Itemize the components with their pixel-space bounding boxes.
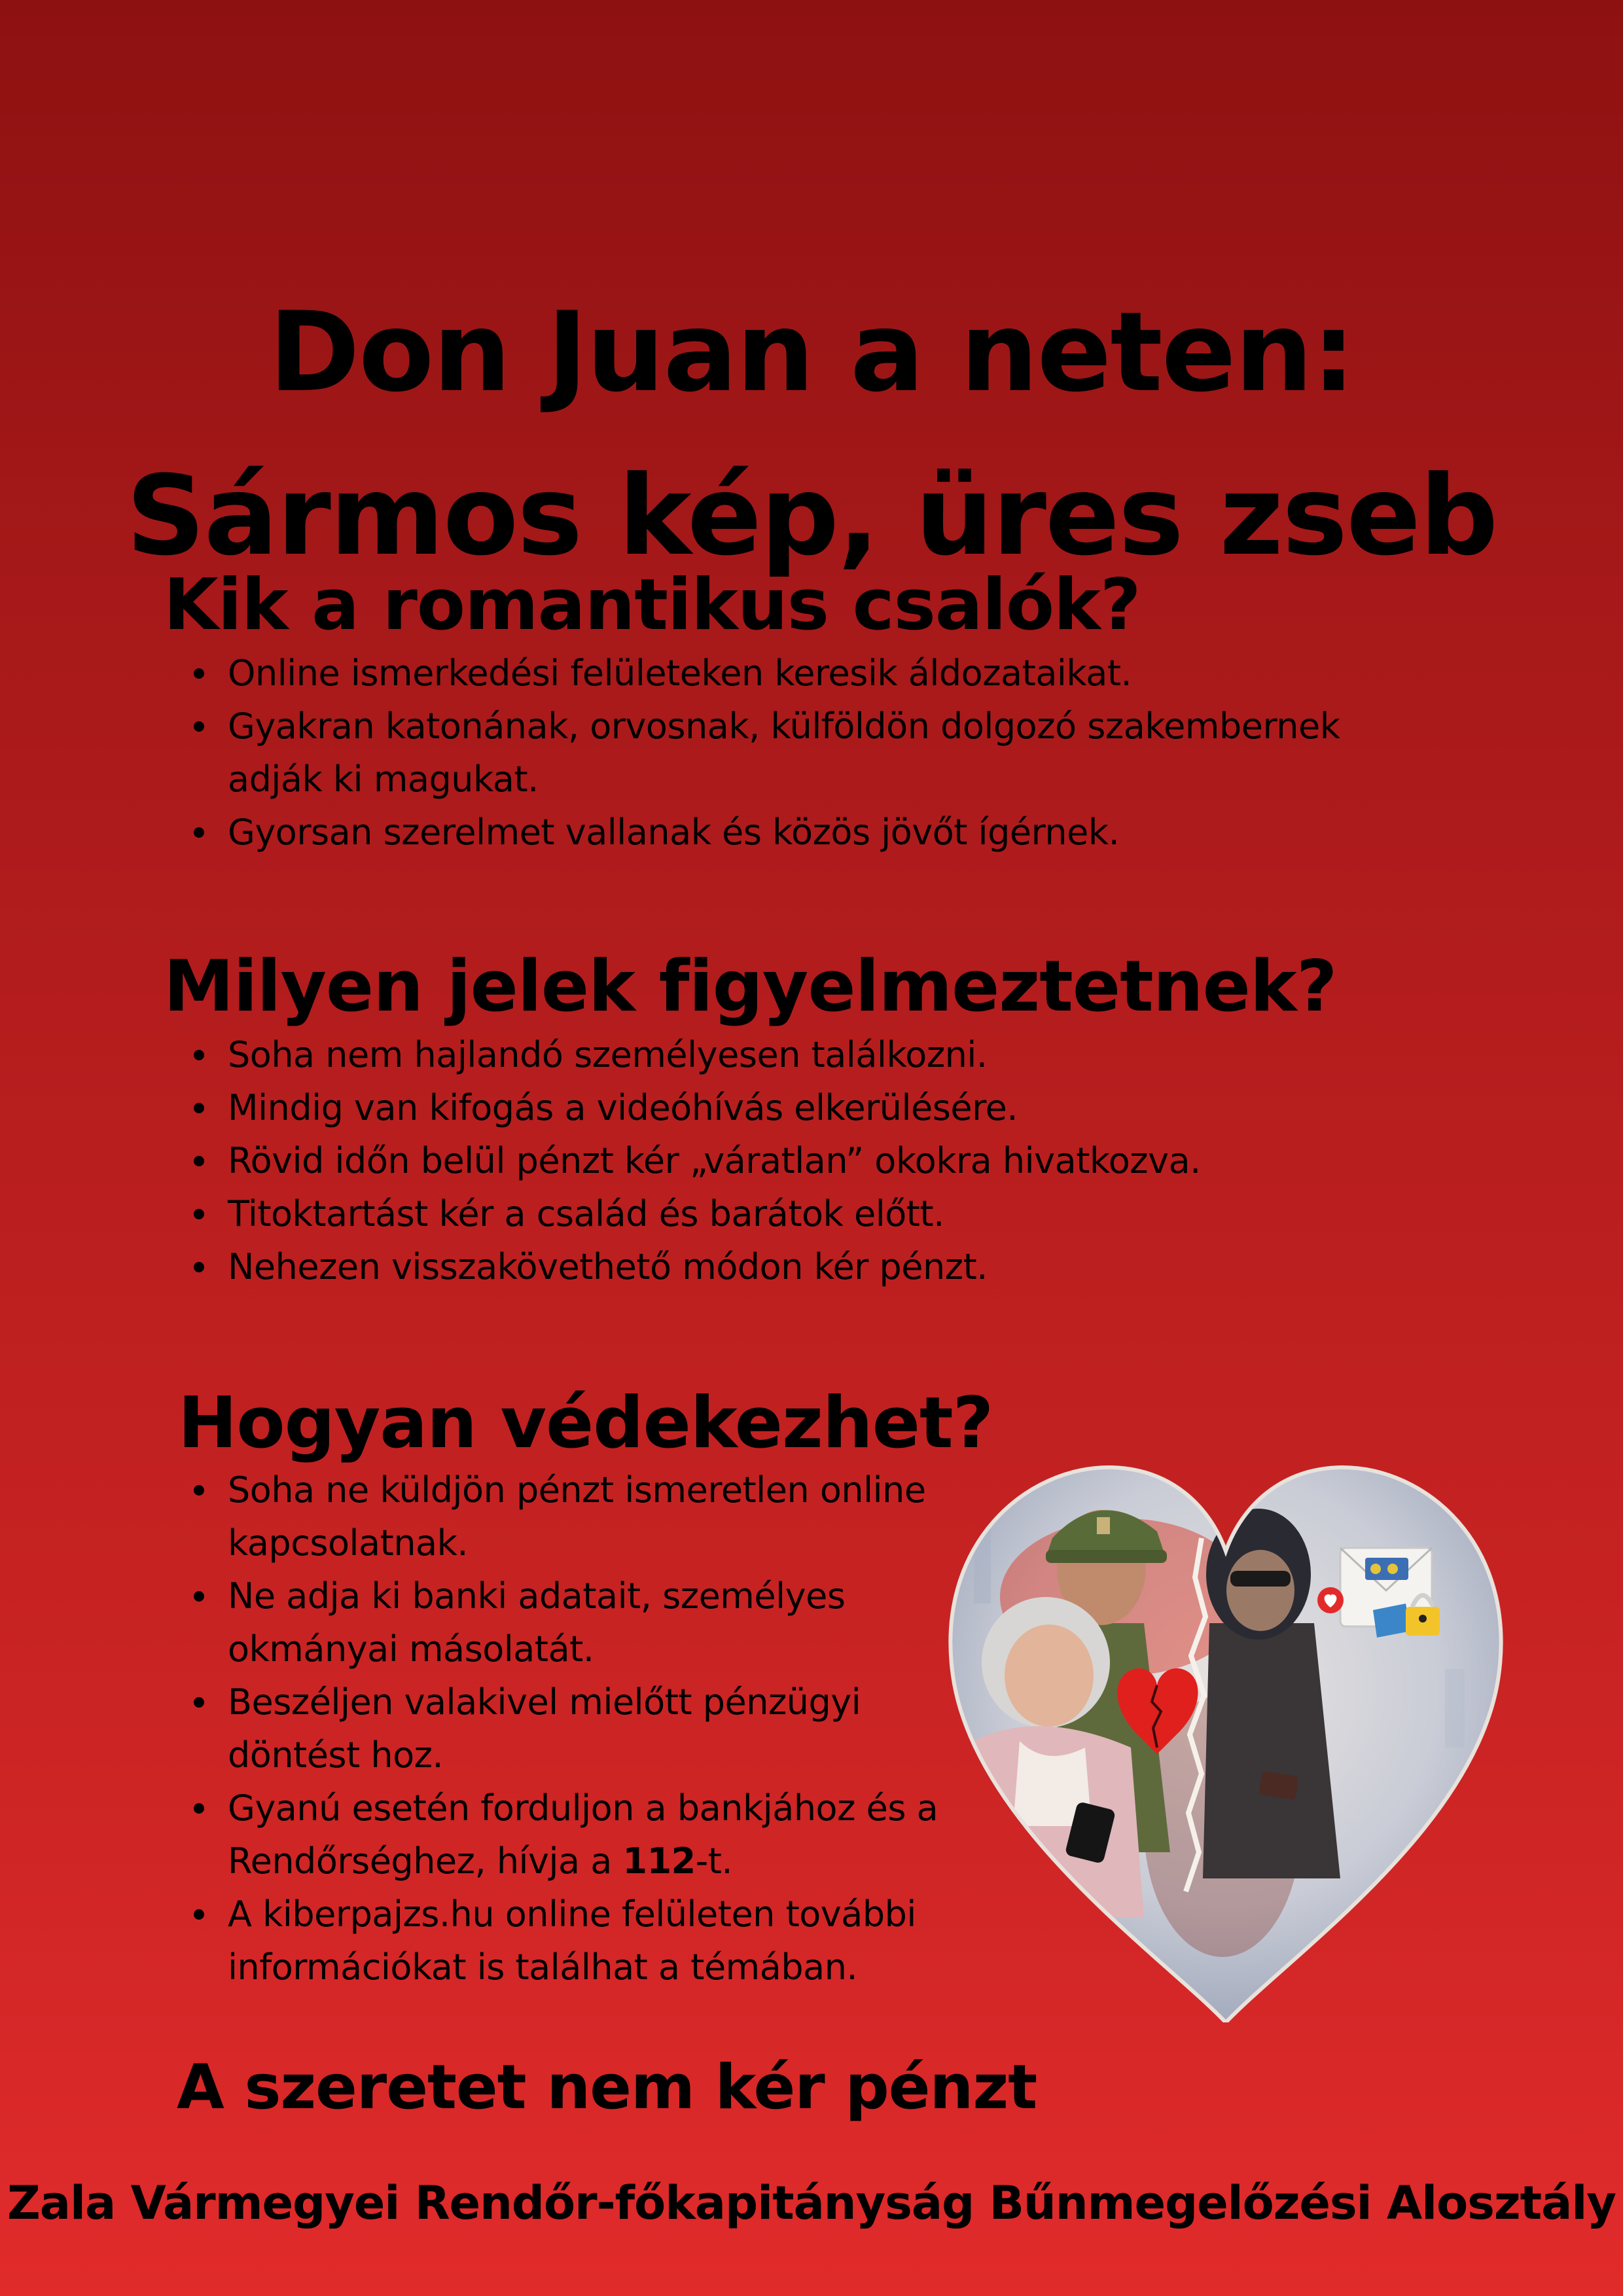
bullet-icon [194,1909,204,1920]
list-item: Rövid időn belül pénzt kér „váratlan” okokra hivatkozva. [228,1134,1471,1187]
bullet-icon [194,721,204,732]
list-item: Soha ne küldjön pénzt ismeretlen online kapcsolatnak. [228,1463,954,1570]
list-item: Nehezen visszakövethető módon kér pénzt. [228,1240,1471,1293]
list-item: Beszéljen valakivel mielőtt pénzügyi döntést hoz. [228,1676,954,1782]
bullet-icon [194,1697,204,1708]
bullet-icon [194,1156,204,1166]
title-line-1: Don Juan a neten: [268,287,1355,416]
bullet-icon [194,1103,204,1113]
list-signs [228,1028,1471,1293]
section-heading-protect: Hogyan védekezhet? [178,1382,993,1464]
bullet-icon [194,1803,204,1814]
bullet-icon [194,1050,204,1060]
title-line-2: Sármos kép, üres zseb [126,451,1497,580]
list-item: Titoktartást kér a család és barátok előtt. [228,1187,1471,1240]
footer-organization: Zala Vármegyei Rendőr-főkapitányság Bűnmegelőzési Alosztály [7,2176,1616,2230]
list-item: Mindig van kifogás a videóhívás elkerülésére. [228,1081,1471,1134]
list-item: Gyorsan szerelmet vallanak és közös jövőt ígérnek. [228,806,1438,859]
bullet-icon [194,1591,204,1602]
heart-illustration-icon [948,1460,1504,2022]
section-heading-who: Kik a romantikus csalók? [164,564,1141,646]
bullet-icon [194,668,204,679]
bullet-icon [194,1262,204,1272]
list-item: Online ismerkedési felületeken keresik áldozataikat. [228,647,1438,700]
page-title [0,270,1623,598]
list-item: A kiberpajzs.hu online felületen további információkat is találhat a témában. [228,1888,954,1994]
list-item-emergency: Gyanú esetén forduljon a bankjához és a Rendőrséghez, hívja a 112-t. [228,1782,954,1888]
list-protect [228,1463,954,1994]
bullet-icon [194,827,204,838]
emergency-number: 112 [622,1840,696,1882]
list-item: Gyakran katonának, orvosnak, külföldön dolgozó szakembernek adják ki magukat. [228,700,1438,806]
bullet-icon [194,1485,204,1496]
section-heading-signs: Milyen jelek figyelmeztetnek? [164,946,1337,1028]
slogan: A szeretet nem kér pénzt [177,2052,1037,2123]
list-who [228,647,1438,859]
list-item: Ne adja ki banki adatait, személyes okmányai másolatát. [228,1570,954,1676]
bullet-icon [194,1209,204,1219]
list-item: Soha nem hajlandó személyesen találkozni. [228,1028,1471,1081]
